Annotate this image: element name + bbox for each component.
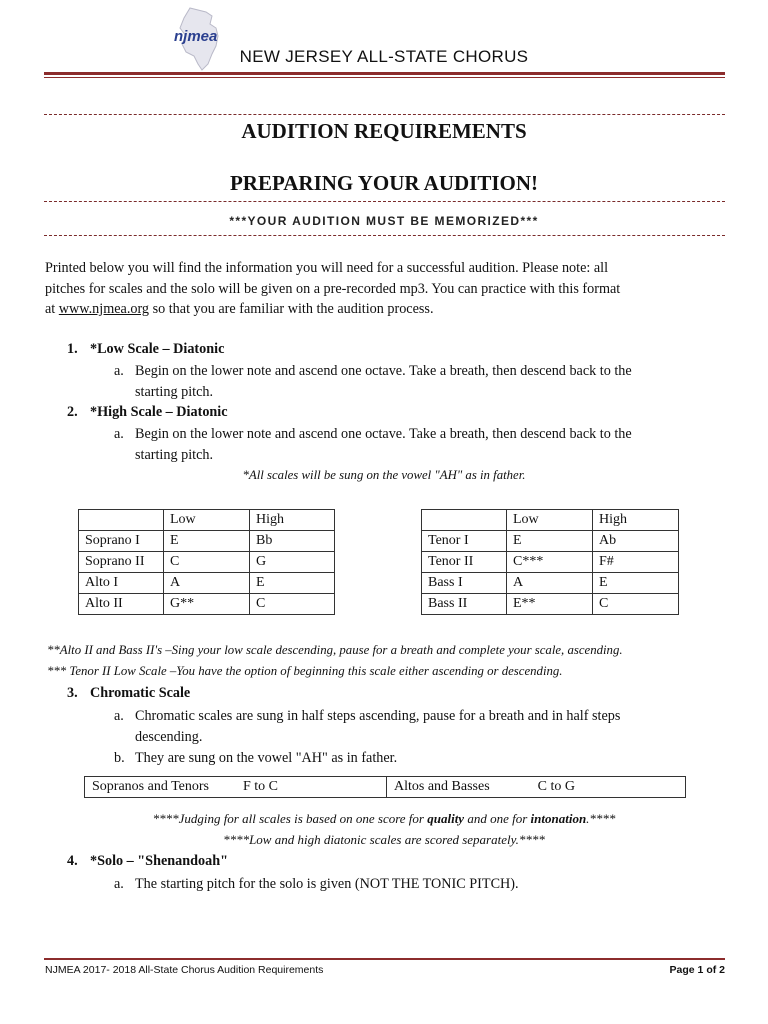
item-3a-text [135,706,735,748]
alto-bass-note: **Alto II and Bass II's –Sing your low scale descending, pause for a breath and complete your scale, ascending. [47,643,623,657]
intro-line-3-suffix: so that you are familiar with the audition process. [149,301,434,317]
item-4-number: 4. [67,853,78,869]
item-2-title: *High Scale – Diatonic [90,404,228,420]
item-2a-letter: a. [114,426,124,442]
table-row [79,573,335,594]
table-cell: E [507,531,593,552]
chromatic-range-table [84,776,686,798]
judging-intonation: intonation [530,811,587,826]
item-3-number: 3. [67,685,78,701]
title-preparing-audition: PREPARING YOUR AUDITION! [229,171,538,195]
table-cell: F# [593,552,679,573]
table-cell: Low [164,510,250,531]
table-row [422,552,679,573]
title-dashed-rule-bottom [44,235,725,236]
table-cell: Bb [250,531,335,552]
item-2a-line-1: Begin on the lower note and ascend one octave. Take a breath, then descend back to the [135,426,632,442]
table-row [79,552,335,573]
item-2-number: 2. [67,404,78,420]
judging-note-1-e: .**** [586,811,616,826]
table-cell: A [507,573,593,594]
item-3a-letter: a. [114,708,124,724]
table-cell: Alto I [79,573,164,594]
intro-line-2: pitches for scales and the solo will be given on a pre-recorded mp3. You can practice with this format [45,280,621,297]
table-row [85,777,686,798]
item-1a-line-1: Begin on the lower note and ascend one octave. Take a breath, then descend back to the [135,363,632,379]
table-row [79,510,335,531]
table-cell [387,777,686,798]
table-row [422,531,679,552]
logo-text: njmea [174,28,218,45]
table-cell: E [250,573,335,594]
intro-paragraph [45,258,729,320]
table-cell: G** [164,594,250,615]
item-1-number: 1. [67,341,78,357]
scale-table-men [421,509,679,615]
chromatic-voices-1: Sopranos and Tenors [92,779,209,794]
scale-table-women [78,509,335,615]
org-title [0,47,768,67]
title-dashed-rule-top [44,114,725,115]
table-cell: C*** [507,552,593,573]
table-cell: G [250,552,335,573]
table-cell: A [164,573,250,594]
vowel-note: *All scales will be sung on the vowel "AH" as in father. [242,468,526,482]
table-cell [79,510,164,531]
judging-note-2: ****Low and high diatonic scales are scored separately.**** [223,832,545,847]
table-cell: High [250,510,335,531]
table-row [422,573,679,594]
table-row [79,594,335,615]
chromatic-range-1: F to C [242,779,278,794]
item-1a-text [135,361,735,403]
table-cell: E [593,573,679,594]
judging-note-1 [0,811,768,827]
item-4a-text: The starting pitch for the solo is given (NOT THE TONIC PITCH). [135,876,519,892]
table-cell: E** [507,594,593,615]
table-cell: Ab [593,531,679,552]
item-3a-line-2: descending. [135,729,203,745]
table-cell: C [593,594,679,615]
item-1a-letter: a. [114,363,124,379]
item-3b-text: They are sung on the vowel "AH" as in father. [135,750,398,766]
table-cell: Tenor I [422,531,507,552]
table-cell: Alto II [79,594,164,615]
intro-line-3 [45,299,729,320]
table-cell: Bass II [422,594,507,615]
table-cell: C [250,594,335,615]
org-title-text: NEW JERSEY ALL-STATE CHORUS [239,47,529,66]
title-dashed-rule-mid [44,201,725,202]
item-2a-text [135,424,735,466]
table-cell [85,777,387,798]
njmea-link[interactable]: www.njmea.org [58,301,150,317]
table-cell: Soprano II [79,552,164,573]
table-cell: Soprano I [79,531,164,552]
table-row [79,531,335,552]
table-cell: Tenor II [422,552,507,573]
item-2a-line-2: starting pitch. [135,447,214,463]
table-cell: High [593,510,679,531]
item-4a-letter: a. [114,876,124,892]
table-row [422,510,679,531]
judging-note-1-c: and one for [464,811,531,826]
tenor-note: *** Tenor II Low Scale –You have the option of beginning this scale either ascending or descending. [47,664,563,678]
item-3b-letter: b. [114,750,125,766]
table-cell: Bass I [422,573,507,594]
item-3a-line-1: Chromatic scales are sung in half steps ascending, pause for a breath and in half steps [135,708,621,724]
title-audition-requirements: AUDITION REQUIREMENTS [241,119,527,143]
table-cell: E [164,531,250,552]
table-cell [422,510,507,531]
header-rule-thick [44,72,725,75]
intro-line-1: Printed below you will find the information you will need for a successful audition. Please note: all [45,260,609,276]
table-row [422,594,679,615]
header-rule-thin [44,77,725,78]
item-1a-line-2: starting pitch. [135,384,214,400]
item-1-title: *Low Scale – Diatonic [90,341,225,357]
footer-left: NJMEA 2017- 2018 All-State Chorus Audition Requirements [45,964,324,976]
intro-line-3-prefix: at [45,301,59,317]
chromatic-voices-2: Altos and Basses [394,779,490,794]
item-3-title: Chromatic Scale [90,685,191,701]
item-4-title: *Solo – "Shenandoah" [90,853,228,869]
table-cell: Low [507,510,593,531]
table-cell: C [164,552,250,573]
judging-quality: quality [427,811,465,826]
footer-page-number: Page 1 of 2 [669,964,725,976]
chromatic-range-2: C to G [537,779,576,794]
judging-note-1-a: ****Judging for all scales is based on one score for [152,811,428,826]
memorized-notice: ***YOUR AUDITION MUST BE MEMORIZED*** [229,214,539,228]
footer-rule [44,958,725,960]
